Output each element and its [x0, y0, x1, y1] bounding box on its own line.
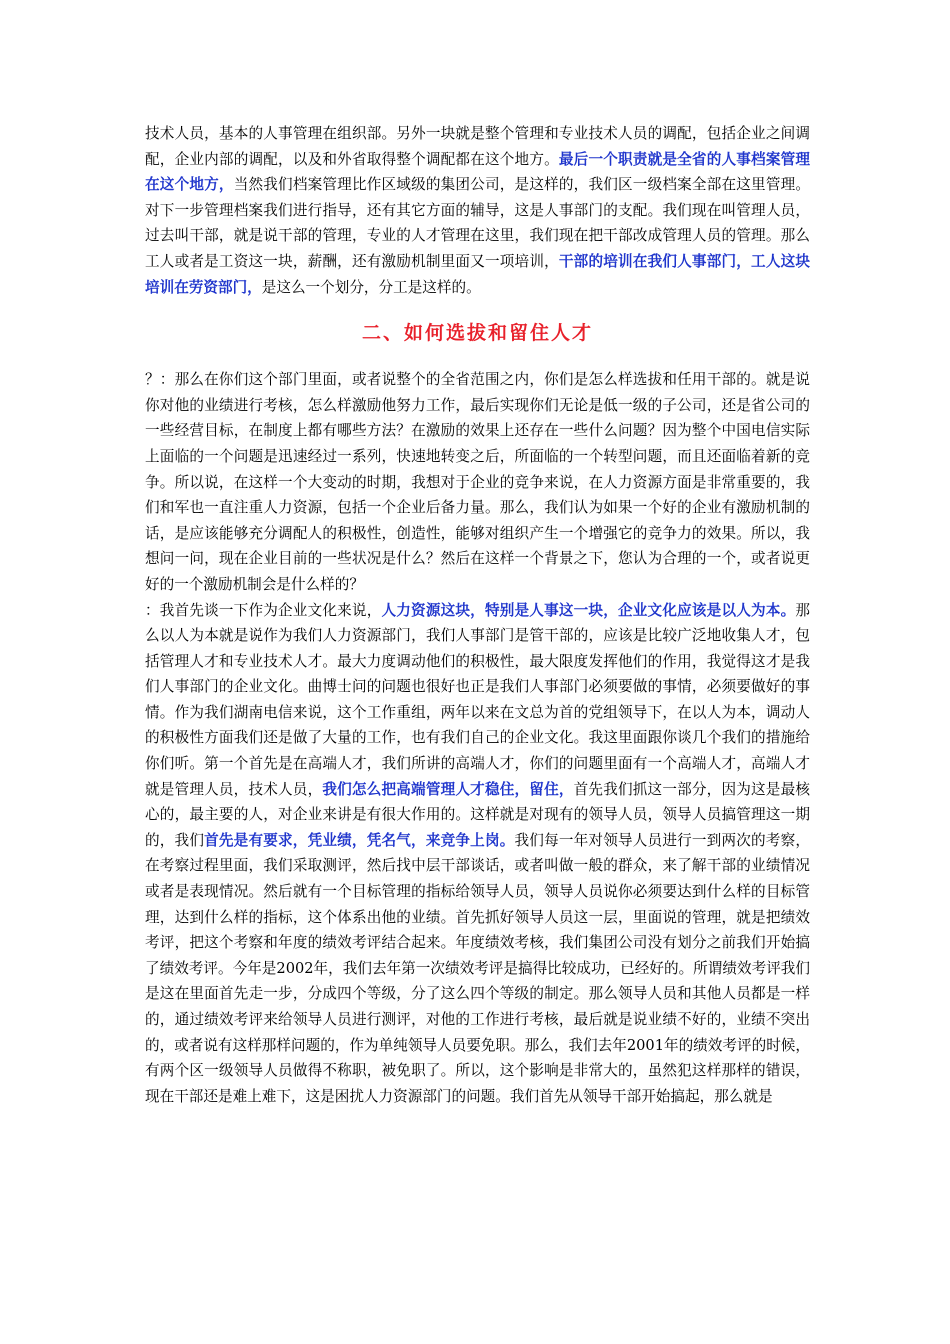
- intro-paragraph: [145, 121, 810, 300]
- intro-text-3: 是这么一个划分，分工是这样的。: [261, 278, 481, 296]
- intro-highlight-2: 干部的培训在我们人事部门，工人这块培训在劳资部门，: [145, 252, 810, 296]
- intro-highlight-1: 最后一个职责就是全省的人事档案管理在这个地方，: [145, 150, 810, 194]
- answer-text-4: 我们每一年对领导人员进行一到两次的考察，在考察过程里面，我们采取测评，然后找中层干部谈话，或者叫做一般的群众，来了解干部的业绩情况或者是表现情况。然后就有一个目标管理的指标给领导人员，领导人员说你必须要达到什么样的目标管理，达到什么样的指标，这个体系出他的业绩。首先抓好领导人员这一层，里面说的管理，就是把绩效考评，把这个考察和年度的绩效考评结合起来。年度绩效考核，我们集团公司没有划分之前我们开始搞了绩效考评。今年是2002年，我们去年第一次绩效考评是搞得比较成功，已经好的。所谓绩效考评我们是这在里面首先走一步，分成四个等级，分了这么四个等级的制定。那么领导人员和其他人员都是一样的，通过绩效考评来给领导人员进行测评，对他的工作进行考核，最后就是说业绩不好的，业绩不突出的，或者说有这样那样问题的，作为单纯领导人员要免职。那么，我们去年2001年的绩效考评的时候，有两个区一级领导人员做得不称职，被免职了。所以，这个影响是非常大的，虽然犯这样那样的错误，现在干部还是难上难下，这是困扰人力资源部门的问题。我们首先从领导干部开始搞起，那么就是: [145, 831, 810, 1105]
- answer-highlight-3: 首先是有要求，凭业绩，凭名气，来竞争上岗。: [204, 831, 515, 849]
- answer-highlight-2: 我们怎么把高端管理人才稳住，留住，: [322, 780, 574, 798]
- intro-text-2: 当然我们档案管理比作区域级的集团公司，是这样的，我们区一级档案全部在这里管理。对下一步管理档案我们进行指导，还有其它方面的辅导，这是人事部门的支配。我们现在叫管理人员，过去叫干部，就是说干部的管理，专业的人才管理在这里，我们现在把干部改成管理人员的管理。那么工人或者是工资这一块，薪酬，还有激励机制里面又一项培训，: [145, 176, 810, 270]
- answer-paragraph: [145, 598, 810, 1110]
- intro-text-1: 技术人员，基本的人事管理在组织部。另外一块就是整个管理和专业技术人员的调配，包括企业之间调配，企业内部的调配，以及和外省取得整个调配都在这个地方。: [145, 125, 810, 168]
- document-page: [145, 121, 810, 1109]
- section-title: 二、如何选拔和留住人才: [361, 322, 593, 345]
- answer-highlight-1: 人力资源这块，特别是人事这一块，企业文化应该是以人为本。: [381, 601, 796, 619]
- question-paragraph: [145, 367, 810, 597]
- answer-text-1: ：我首先谈一下作为企业文化来说，: [145, 601, 382, 619]
- answer-text-3: 首先我们抓这一部分，因为这是最核心的，最主要的人，对企业来讲是有很大作用的。这样就是对现有的领导人员，领导人员搞管理这一期的，我们: [145, 780, 810, 849]
- question-text: ？：那么在你们这个部门里面，或者说整个的全省范围之内，你们是怎么样选拔和任用干部的。就是说你对他的业绩进行考核，怎么样激励他努力工作，最后实现你们无论是低一级的子公司，还是省公司的一些经营目标，在制度上都有哪些方法？在激励的效果上还存在一些什么问题？因为整个中国电信实际上面临的一个问题是迅速经过一系列，快速地转变之后，所面临的一个转型问题，而且还面临着新的竞争。所以说，在这样一个大变动的时期，我想对于企业的竞争来说，在人力资源方面是非常重要的，我们和军也一直注重人力资源，包括一个企业后备力量。那么，我们认为如果一个好的企业有激励机制的话，是应该能够充分调配人的积极性，创造性，能够对组织产生一个增强它的竞争力的效果。所以，我想问一问，现在企业目前的一些状况是什么？然后在这样一个背景之下，您认为合理的一个，或者说更好的一个激励机制会是什么样的？: [145, 371, 810, 593]
- answer-text-2: 那么以人为本就是说作为我们人力资源部门，我们人事部门是管干部的，应该是比较广泛地收集人才，包括管理人才和专业技术人才。最大力度调动他们的积极性，最大限度发挥他们的作用，我觉得这才是我们人事部门的企业文化。曲博士问的问题也很好也正是我们人事部门必须要做的事情，必须要做好的事情。作为我们湖南电信来说，这个工作重组，两年以来在文总为首的党组领导下，在以人为本，调动人的积极性方面我们还是做了大量的工作，也有我们自己的企业文化。我这里面跟你谈几个我们的措施给你们听。第一个首先是在高端人才，我们所讲的高端人才，你们的问题里面有一个高端人才，高端人才就是管理人员，技术人员，: [145, 601, 810, 798]
